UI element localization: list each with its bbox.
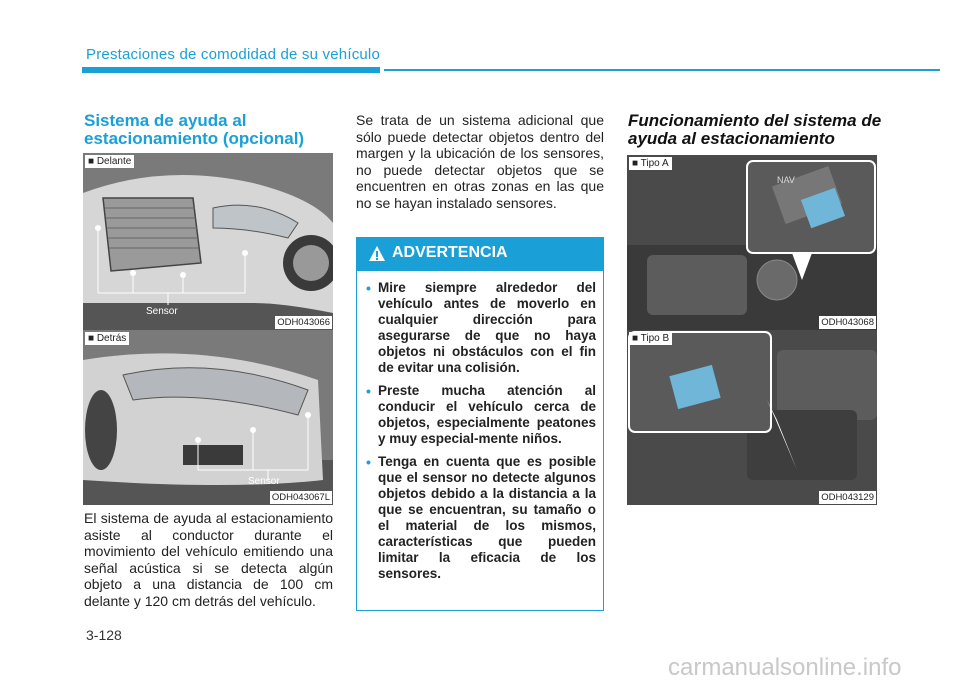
front-car-illustration (83, 153, 333, 330)
type-b-tag: ■ Tipo B (629, 332, 672, 345)
warning-triangle-icon (368, 245, 386, 262)
rear-sensor-label: Sensor (248, 476, 280, 487)
type-a-code: ODH043068 (821, 317, 874, 328)
front-photo-code: ODH043066 (277, 317, 330, 328)
watermark: carmanualsonline.info (668, 654, 902, 681)
front-sensor-label: Sensor (146, 306, 178, 317)
bullet-icon: • (366, 383, 371, 399)
section-title: Prestaciones de comodidad de su vehículo (86, 46, 381, 63)
warning-item (366, 383, 596, 447)
header-rule-thick (82, 67, 380, 73)
operation-heading: Funcionamiento del sistema de ayuda al estacionamiento (628, 111, 882, 148)
rear-photo-tag: ■ Detrás (85, 332, 129, 345)
warning-item-text: Tenga en cuenta que es posible que el sensor no detecte algunos objetos debido a la distancia a la que se encuentran, su tamaño o el material de los mismos, características que pueden limitar la eficacia de los sensores. (378, 454, 596, 581)
type-a-console-photo (627, 155, 877, 330)
parking-assist-heading: Sistema de ayuda al estacionamiento (opcional) (84, 111, 305, 148)
warning-title: ADVERTENCIA (392, 244, 508, 261)
bullet-icon: • (366, 454, 371, 470)
rear-car-illustration (83, 330, 333, 505)
header-rule-thin (384, 69, 940, 71)
rear-bumper-photo (83, 330, 333, 505)
front-photo-tag: ■ Delante (85, 155, 134, 168)
middle-paragraph: Se trata de un sistema adicional que sólo puede detectar objetos dentro del margen y la ubicación de los sensores, no puede detectar objetos que se encuentren en otras zonas en las que no se hayan instalado sensores. (356, 112, 604, 211)
warning-item (366, 280, 596, 376)
warning-list (366, 280, 596, 589)
warning-item (366, 454, 596, 582)
warning-item-text: Mire siempre alrededor del vehículo antes de moverlo en cualquier dirección para asegurarse de que no haya objetos ni obstáculos con el fin de evitar una colisión. (378, 280, 596, 375)
warning-item-text: Preste mucha atención al conducir el vehículo cerca de objetos, especialmente peatones y muy especial-mente niños. (378, 383, 596, 446)
page-number: 3-128 (86, 627, 122, 643)
type-b-console-photo (627, 330, 877, 505)
type-a-tag: ■ Tipo A (629, 157, 672, 170)
front-bumper-photo (83, 153, 333, 330)
rear-photo-code: ODH043067L (271, 492, 330, 503)
type-b-code: ODH043129 (821, 492, 874, 503)
left-paragraph: El sistema de ayuda al estacionamiento asiste al conductor durante el movimiento del vehículo emitiendo una señal acústica si se detecta algún objeto a una distancia de 100 cm delante y 120 cm detrás del vehículo. (84, 510, 333, 609)
bullet-icon: • (366, 280, 371, 296)
type-a-console-illustration (627, 155, 877, 330)
type-b-console-illustration (627, 330, 877, 505)
nav-button-text: NAV (777, 175, 795, 185)
